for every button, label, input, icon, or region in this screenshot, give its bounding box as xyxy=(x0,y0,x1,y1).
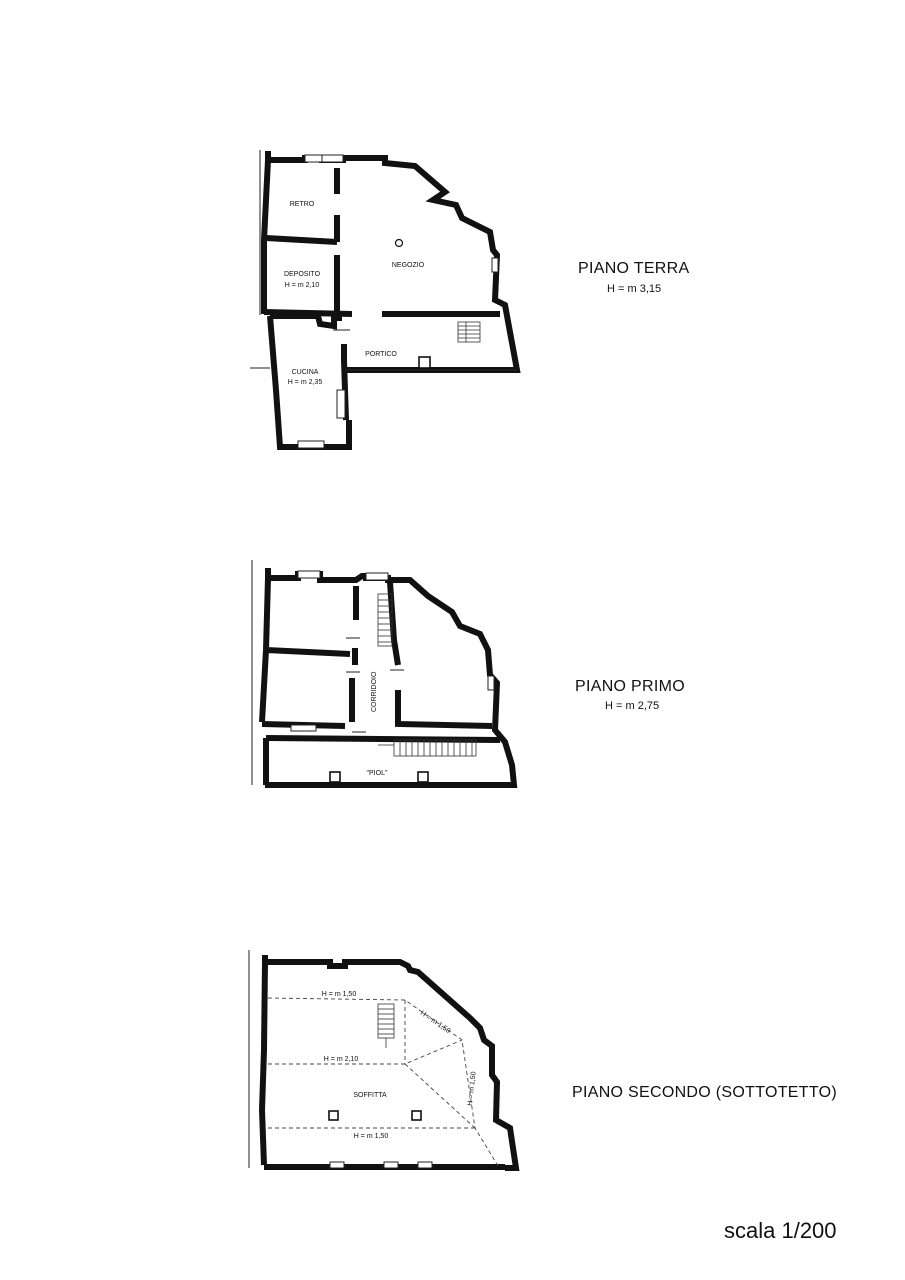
room-portico: PORTICO xyxy=(365,351,397,358)
label-h-diagonal: H = m 1,50 xyxy=(418,1009,452,1035)
first-floor-height: H = m 2,75 xyxy=(605,700,660,712)
ground-floor-height: H = m 3,15 xyxy=(607,283,662,295)
room-negozio: NEGOZIO xyxy=(391,262,425,269)
label-h-bottom: H = m 1,50 xyxy=(353,1133,389,1140)
first-floor-plan xyxy=(252,560,514,785)
first-floor-title: PIANO PRIMO xyxy=(575,678,685,695)
room-piol: "PIOL" xyxy=(366,770,388,777)
label-h-middle: H = m 2,10 xyxy=(323,1056,359,1063)
room-deposito: DEPOSITO xyxy=(283,271,321,278)
room-deposito-height: H = m 2,10 xyxy=(284,282,320,289)
scale-label: scala 1/200 xyxy=(724,1218,837,1243)
second-floor-title: PIANO SECONDO (SOTTOTETTO) xyxy=(572,1084,838,1101)
second-floor-plan xyxy=(249,950,516,1168)
room-corridoio: CORRIDOIO xyxy=(371,671,378,712)
ground-floor-title: PIANO TERRA xyxy=(578,260,690,277)
room-retro: RETRO xyxy=(289,201,315,208)
label-h-right: H = m 1,50 xyxy=(467,1071,478,1107)
ground-floor-plan xyxy=(250,150,517,448)
room-cucina-height: H = m 2,35 xyxy=(287,379,323,386)
label-h-top: H = m 1,50 xyxy=(321,991,357,998)
room-soffitta: SOFFITTA xyxy=(353,1092,387,1099)
room-cucina: CUCINA xyxy=(291,369,319,376)
